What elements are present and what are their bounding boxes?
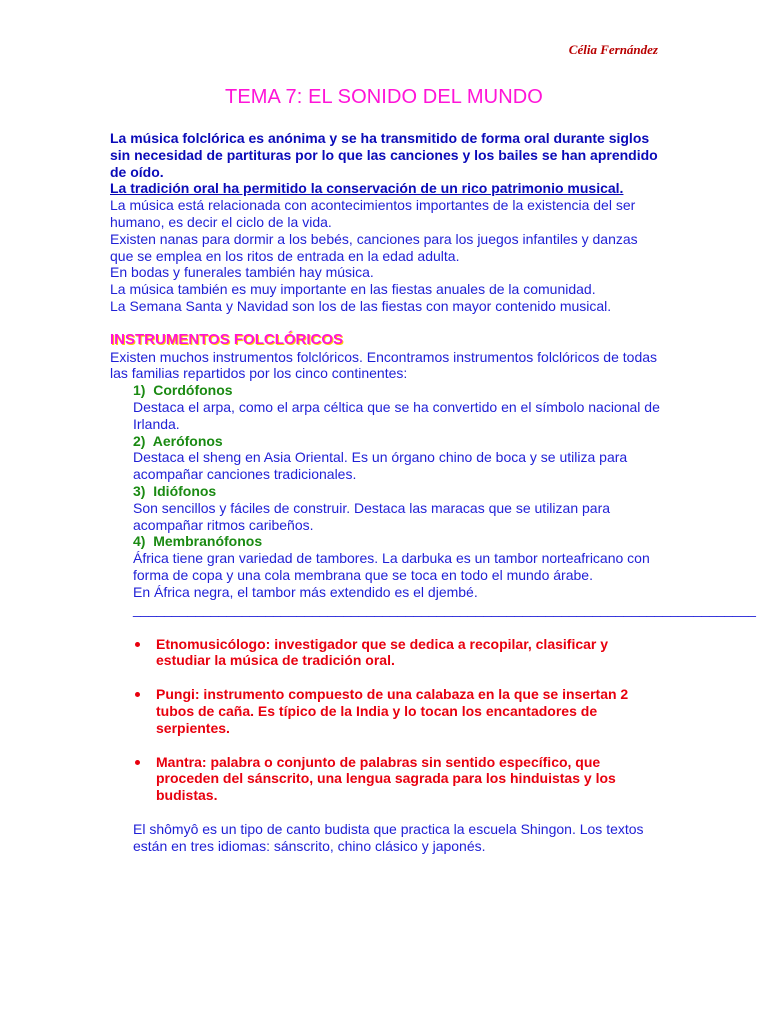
instrument-extra-text: En África negra, el tambor más extendido es el djembé.: [133, 583, 478, 600]
glossary-text: Pungi: instrumento compuesto de una calabaza en la que se insertan 2 tubos de caña. Es típico de la India y lo tocan los encantadores de serpientes.: [156, 686, 629, 736]
instrument-number: 1): [133, 382, 146, 399]
glossary-text: Mantra: palabra o conjunto de palabras sin sentido específico, que proceden del sánscrito, una lengua sagrada para los hinduistas y los budistas.: [156, 753, 616, 804]
instrument-text: África tiene gran variedad de tambores. La darbuka es un tambor norteafricano con forma de copa y una cola membrana que se toca en todo el mundo árabe.: [133, 550, 650, 583]
instrument-name: Membranófonos: [153, 533, 263, 550]
bullet-icon: [135, 642, 140, 647]
instrument-number: 4): [133, 533, 146, 550]
instrument-item: [133, 483, 660, 533]
instrument-name: Cordófonos: [153, 382, 233, 399]
bullet-icon: [135, 692, 140, 697]
document-body: [110, 130, 756, 854]
title-rest: 7: EL SONIDO DEL MUNDO: [279, 86, 543, 108]
title-word: TEMA: [225, 86, 280, 108]
instrument-item: [133, 533, 660, 600]
glossary-list: [133, 636, 660, 804]
intro-paragraph: La música está relacionada con acontecimientos importantes de la existencia del ser humano, es decir el ciclo de la vida.: [110, 197, 636, 230]
instrument-item: [133, 433, 660, 483]
instrument-heading: [133, 433, 660, 450]
instrument-text: Son sencillos y fáciles de construir. Destaca las maracas que se utilizan para acompañar ritmos caribeños.: [133, 499, 611, 533]
section-heading-instruments: INSTRUMENTOS FOLCLÓRICOS: [110, 330, 344, 348]
instrument-number: 3): [133, 482, 146, 499]
glossary-text: Etnomusicólogo: investigador que se dedica a recopilar, clasificar y estudiar la música de tradición oral.: [156, 635, 609, 669]
intro-paragraph: En bodas y funerales también hay música.: [110, 264, 374, 281]
instrument-heading: [133, 483, 660, 500]
instrument-heading: [133, 533, 660, 550]
glossary-item: [133, 686, 660, 736]
glossary-item: [133, 754, 660, 804]
instrument-text: Destaca el sheng en Asia Oriental. Es un órgano chino de boca y se utiliza para acompañar canciones tradicionales.: [133, 449, 628, 483]
glossary-item: [133, 636, 660, 670]
intro-paragraph: La música también es muy importante en las fiestas anuales de la comunidad.: [110, 281, 596, 298]
intro-paragraph: La Semana Santa y Navidad son los de las fiestas con mayor contenido musical.: [110, 297, 612, 314]
intro-bold-paragraph: La música folclórica es anónima y se ha transmitido de forma oral durante siglos sin necesidad de partituras por lo que las canciones y los bailes se han aprendido de oído.: [110, 130, 658, 180]
instruments-intro: Existen muchos instrumentos folclóricos. Encontramos instrumentos folclóricos de todas las familias repartidos por los cinco continentes:: [110, 348, 658, 382]
intro-paragraph: Existen nanas para dormir a los bebés, canciones para los juegos infantiles y danzas que se emplea en los ritos de entrada en la edad adulta.: [110, 230, 638, 264]
horizontal-rule: ________________________________________________________________________________: [133, 600, 756, 617]
instrument-text: Destaca el arpa, como el arpa céltica que se ha convertido en el símbolo nacional de Irlanda.: [133, 398, 660, 432]
author-name: Célia Fernández: [568, 42, 658, 57]
closing-paragraph: El shômyô es un tipo de canto budista que practica la escuela Shingon. Los textos están en tres idiomas: sánscrito, chino clásico y japonés.: [133, 820, 644, 854]
instrument-item: [133, 382, 660, 432]
page-title: [0, 86, 768, 109]
instrument-number: 2): [133, 432, 146, 449]
instrument-name: Idiófonos: [153, 482, 217, 499]
intro-underlined-paragraph: La tradición oral ha permitido la conservación de un rico patrimonio musical.: [110, 180, 624, 197]
bullet-icon: [135, 760, 140, 765]
instrument-heading: [133, 382, 660, 399]
instrument-name: Aerófonos: [152, 432, 223, 449]
